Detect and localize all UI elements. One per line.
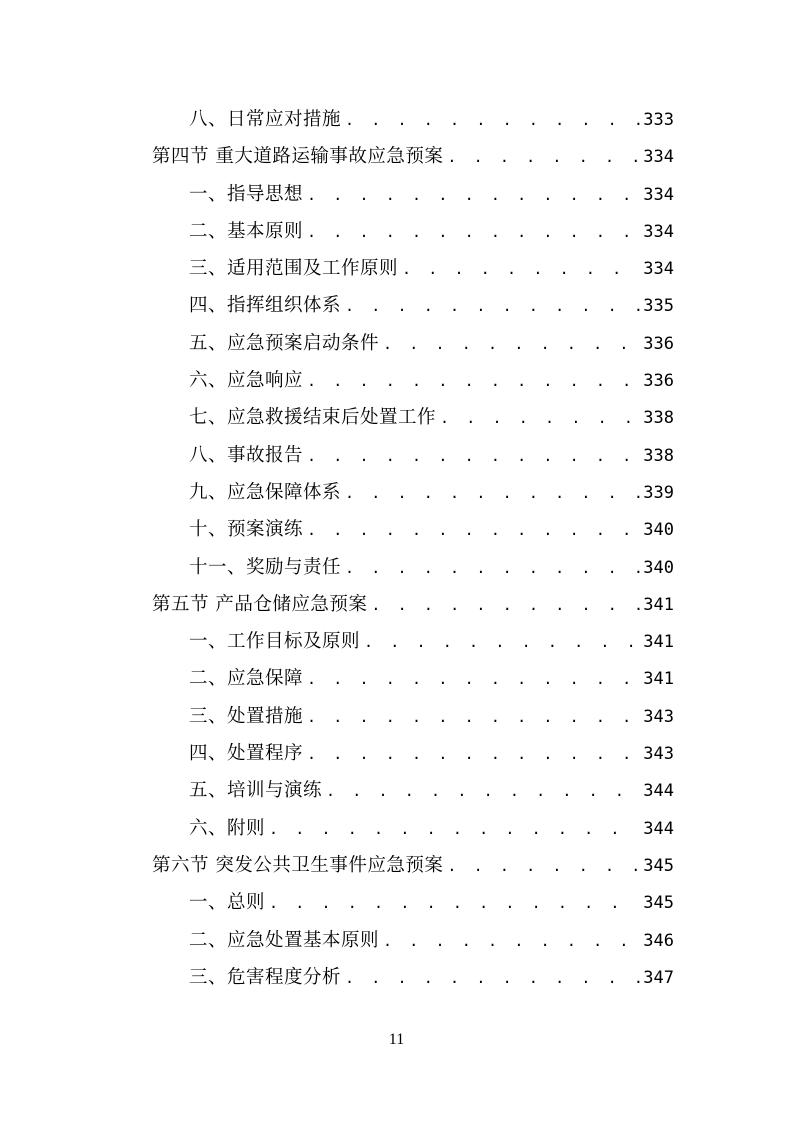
- toc-entry-title: 三、处置措施: [189, 705, 304, 727]
- toc-entry-page: 343: [643, 744, 674, 765]
- toc-dot-leader: [303, 699, 640, 735]
- toc-entry-title: 第五节 产品仓储应急预案: [152, 593, 368, 615]
- toc-entry-title: 十一、奖励与责任: [189, 556, 342, 578]
- toc-entry-title: 一、指导思想: [189, 183, 304, 205]
- toc-subsection-entry: [152, 922, 674, 959]
- page-number: 11: [388, 1031, 405, 1048]
- toc-entry-page: 343: [643, 706, 674, 727]
- toc-dot-leader: [303, 661, 640, 697]
- toc-entry-page: 340: [643, 557, 674, 578]
- toc-section-entry: [152, 138, 674, 175]
- toc-dot-leader: [303, 438, 640, 474]
- toc-entry-title: 一、工作目标及原则: [189, 631, 361, 653]
- toc-entry-title: 七、应急救援结束后处置工作: [189, 407, 437, 429]
- toc-entry-title: 六、应急响应: [189, 370, 304, 392]
- toc-dot-leader: [443, 848, 640, 884]
- toc-entry-page: 341: [643, 669, 674, 690]
- toc-entry-page: 345: [643, 893, 674, 914]
- toc-entry-title: 四、指挥组织体系: [189, 295, 342, 317]
- toc-entry-page: 334: [643, 147, 674, 168]
- toc-entry-page: 345: [643, 855, 674, 876]
- toc-subsection-entry: [152, 176, 674, 213]
- toc-entry-title: 五、应急预案启动条件: [189, 332, 380, 354]
- toc-dot-leader: [322, 773, 640, 809]
- toc-subsection-entry: [152, 660, 674, 697]
- toc-subsection-entry: [152, 287, 674, 324]
- toc-dot-leader: [379, 326, 640, 362]
- toc-subsection-entry: [152, 810, 674, 847]
- toc-dot-leader: [341, 288, 640, 324]
- toc-subsection-entry: [152, 511, 674, 548]
- toc-subsection-entry: [152, 959, 674, 996]
- toc-entry-title: 二、应急保障: [189, 668, 304, 690]
- toc-dot-leader: [443, 139, 640, 175]
- toc-dot-leader: [303, 214, 640, 250]
- toc-entry-page: 338: [643, 445, 674, 466]
- toc-entry-title: 四、处置程序: [189, 743, 304, 765]
- toc-entry-title: 二、应急处置基本原则: [189, 929, 380, 951]
- toc-dot-leader: [367, 587, 640, 623]
- toc-dot-leader: [303, 363, 640, 399]
- toc-entry-page: 344: [643, 781, 674, 802]
- toc-entry-page: 346: [643, 930, 674, 951]
- toc-dot-leader: [303, 177, 640, 213]
- toc-entry-title: 二、基本原则: [189, 220, 304, 242]
- toc-subsection-entry: [152, 884, 674, 921]
- toc-dot-leader: [341, 102, 640, 138]
- toc-subsection-entry: [152, 772, 674, 809]
- toc-entry-title: 八、日常应对措施: [189, 109, 342, 130]
- toc-entry-title: 六、附则: [189, 817, 266, 839]
- toc-dot-leader: [341, 550, 640, 586]
- toc-entry-title: 十、预案演练: [189, 519, 304, 541]
- toc-entry-title: 三、危害程度分析: [189, 966, 342, 988]
- toc-entry-page: 336: [643, 333, 674, 354]
- toc-subsection-entry: [152, 623, 674, 660]
- toc-dot-leader: [303, 736, 640, 772]
- toc-subsection-entry: [152, 399, 674, 436]
- toc-entry-page: 338: [643, 408, 674, 429]
- toc-entry-page: 340: [643, 520, 674, 541]
- toc-subsection-entry: [152, 474, 674, 511]
- toc-subsection-entry: [152, 735, 674, 772]
- toc-dot-leader: [398, 251, 640, 287]
- toc-dot-leader: [360, 624, 640, 660]
- toc-subsection-entry: [152, 362, 674, 399]
- toc-dot-leader: [436, 400, 640, 436]
- table-of-contents: [152, 101, 674, 996]
- toc-subsection-entry: [152, 549, 674, 586]
- toc-subsection-entry: [152, 101, 674, 138]
- toc-entry-title: 五、培训与演练: [189, 780, 323, 802]
- toc-section-entry: [152, 847, 674, 884]
- toc-entry-title: 九、应急保障体系: [189, 481, 342, 503]
- toc-entry-title: 一、总则: [189, 892, 266, 914]
- toc-entry-page: 344: [643, 818, 674, 839]
- toc-entry-page: 339: [643, 482, 674, 503]
- toc-subsection-entry: [152, 437, 674, 474]
- toc-dot-leader: [341, 960, 640, 996]
- toc-dot-leader: [303, 512, 640, 548]
- toc-entry-page: 336: [643, 371, 674, 392]
- toc-entry-page: 334: [643, 184, 674, 205]
- toc-dot-leader: [265, 811, 640, 847]
- toc-entry-title: 三、适用范围及工作原则: [189, 258, 399, 280]
- toc-entry-page: 335: [643, 296, 674, 317]
- toc-entry-page: 334: [643, 221, 674, 242]
- toc-section-entry: [152, 586, 674, 623]
- toc-dot-leader: [265, 885, 640, 921]
- toc-entry-page: 333: [643, 110, 674, 130]
- toc-entry-title: 第六节 突发公共卫生事件应急预案: [152, 854, 444, 876]
- toc-subsection-entry: [152, 325, 674, 362]
- toc-entry-title: 八、事故报告: [189, 444, 304, 466]
- toc-subsection-entry: [152, 698, 674, 735]
- toc-entry-title: 第四节 重大道路运输事故应急预案: [152, 146, 444, 168]
- toc-subsection-entry: [152, 250, 674, 287]
- toc-entry-page: 347: [643, 967, 674, 988]
- toc-entry-page: 341: [643, 632, 674, 653]
- toc-dot-leader: [341, 475, 640, 511]
- toc-entry-page: 334: [643, 259, 674, 280]
- toc-dot-leader: [379, 923, 640, 959]
- toc-entry-page: 341: [643, 594, 674, 615]
- toc-subsection-entry: [152, 213, 674, 250]
